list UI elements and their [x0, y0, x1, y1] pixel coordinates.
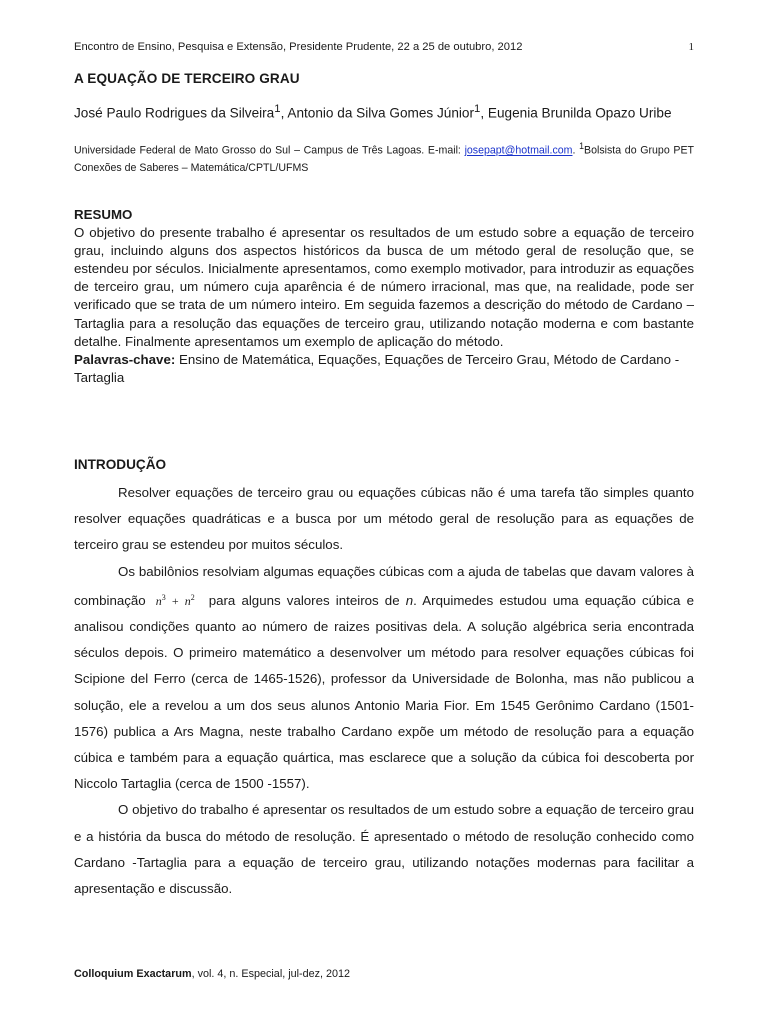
- keywords-label: Palavras-chave:: [74, 351, 176, 367]
- introduction-body: [74, 480, 694, 902]
- abstract-section: [74, 206, 694, 387]
- journal-footer: [74, 968, 350, 980]
- affiliation-note: Bolsista do Grupo PET Conexões de Saberes – Matemática/CPTL/UFMS: [74, 144, 694, 175]
- author-1-affil-mark: 1: [274, 103, 281, 115]
- author-email-link[interactable]: josepapt@hotmail.com: [464, 144, 573, 157]
- formula-n3-plus-n2: $n^3 + n^2$: [155, 592, 195, 608]
- author-2: Antonio da Silva Gomes Júnior: [287, 105, 475, 121]
- variable-n: n: [405, 592, 414, 608]
- introduction-heading: INTRODUÇÃO: [74, 457, 167, 472]
- intro-paragraph-2: Os babilônios resolviam algumas equações cúbicas com a ajuda de tabelas que davam valores à combinação $n^3 + n^2$ para alguns valores inteiros de n. Arquimedes estudou uma equação cúbica e analisou condições quanto ao número de raizes positivas dela. A solução algébrica seria encontrada séculos depois. O primeiro matemático a desenvolver um método para resolver equações cúbicas foi Scipione del Ferro (cerca de 1465-1526), professor da Universidade de Bolonha, mas não publicou a solução, ele a revelou a um dos seus alunos Antonio Maria Fior. Em 1545 Gerônimo Cardano (1501-1576) publica a Ars Magna, neste trabalho Cardano expõe um método de resolução para a equação cúbica e também para a equação quártica, mas esclarece que a solução da cúbica foi descoberta por Niccolo Tartaglia (cerca de 1500 -1557).: [74, 563, 694, 792]
- abstract-body: O objetivo do presente trabalho é apresentar os resultados de um estudo sobre a equação de terceiro grau, incluindo alguns dos aspectos históricos da busca de um método geral de resolução que, se estendeu por séculos. Inicialmente apresentamos, como exemplo motivador, para introduzir as equações de terceiro grau, um número cuja aparência é de número irracional, mas que, na realidade, pode ser verificado que se trata de um número inteiro. Em seguida fazemos a descrição do método de Cardano – Tartaglia para a resolução das equações de terceiro grau, utilizando notação moderna e com bastante detalhe. Finalmente apresentamos um exemplo de aplicação do método.: [74, 225, 694, 349]
- keywords: [74, 351, 694, 387]
- author-list: José Paulo Rodrigues da Silveira$^1$, Antonio da Silva Gomes Júnior$^1$, Eugenia Brunilda Opazo Uribe: [74, 103, 672, 121]
- page-number: 1: [688, 41, 694, 53]
- intro-paragraph-1: Resolver equações de terceiro grau ou equações cúbicas não é uma tarefa tão simples quanto resolver equações quadráticas e a busca por um método geral de resolução para as equações de terceiro grau se estendeu por muitos séculos.: [74, 485, 694, 553]
- conference-line: Encontro de Ensino, Pesquisa e Extensão, Presidente Prudente, 22 a 25 de outubro, 2012: [74, 41, 523, 53]
- author-2-affil-mark: 1: [474, 103, 481, 115]
- journal-name: Colloquium Exactarum: [74, 968, 192, 980]
- author-1: José Paulo Rodrigues da Silveira: [74, 105, 275, 121]
- affiliation: Universidade Federal de Mato Grosso do Sul – Campus de Três Lagoas. E-mail: josepapt@hotmail.com. $^1$Bolsista do Grupo PET Conexões de Saberes – Matemática/CPTL/UFMS: [74, 141, 694, 175]
- footnote-mark: 1: [579, 141, 585, 151]
- abstract-heading: RESUMO: [74, 207, 133, 222]
- running-header: [74, 41, 694, 53]
- journal-details: , vol. 4, n. Especial, jul-dez, 2012: [191, 968, 351, 980]
- affiliation-text: Universidade Federal de Mato Grosso do Sul – Campus de Três Lagoas. E-mail:: [74, 144, 461, 157]
- author-3: Eugenia Brunilda Opazo Uribe: [487, 105, 672, 121]
- keywords-list: Ensino de Matemática, Equações, Equações de Terceiro Grau, Método de Cardano - Tartaglia: [74, 351, 680, 385]
- paper-title: A EQUAÇÃO DE TERCEIRO GRAU: [74, 71, 300, 86]
- intro-paragraph-3: O objetivo do trabalho é apresentar os resultados de um estudo sobre a equação de terceiro grau e a história da busca do método de resolução. É apresentado o método de resolução conhecido como Cardano -Tartaglia para a equação de terceiro grau, utilizando notações modernas para facilitar a apresentação e discussão.: [74, 802, 694, 897]
